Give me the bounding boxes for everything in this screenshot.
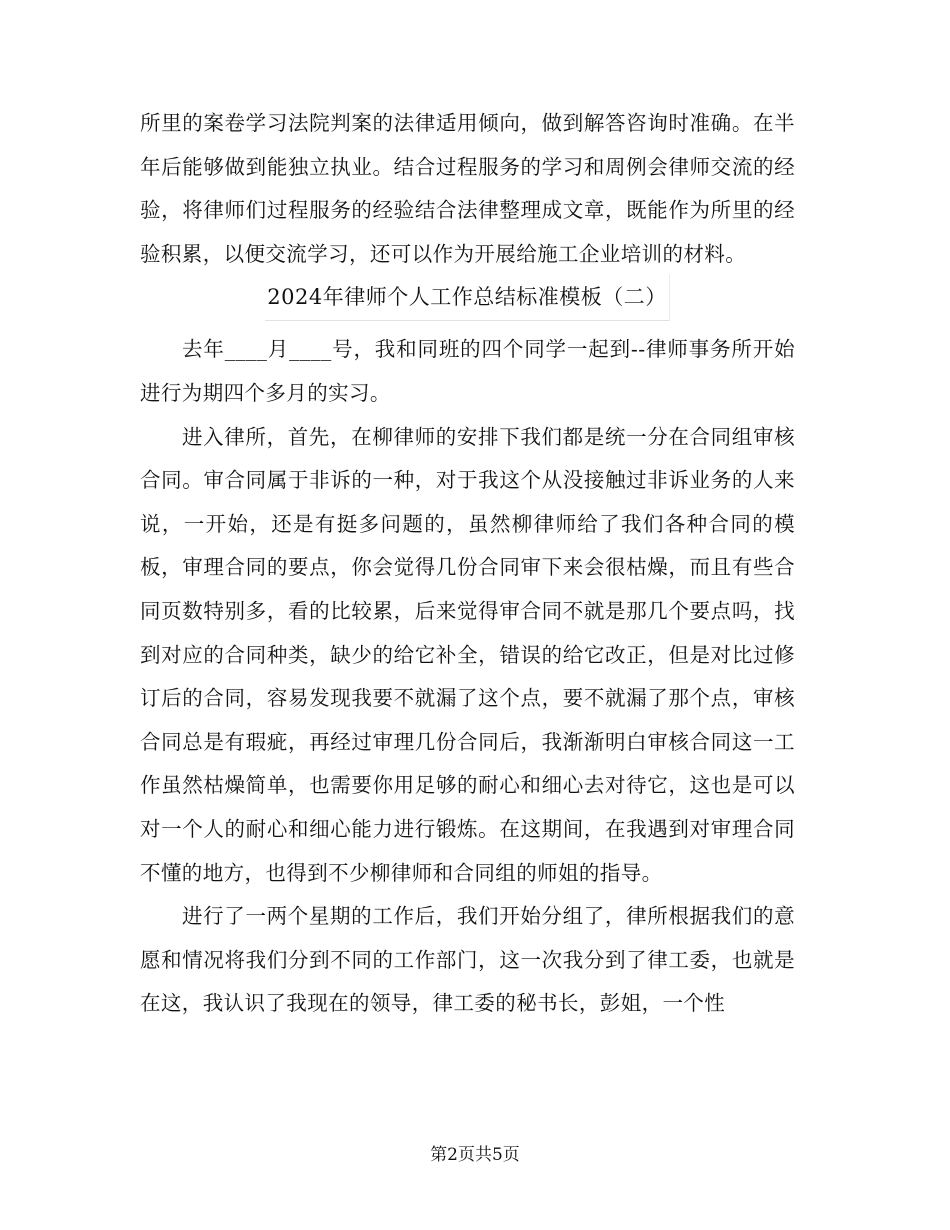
body-paragraph-1: 去年____月____号，我和同班的四个同学一起到--律师事务所开始进行为期四个多月的实习。 xyxy=(140,337,795,405)
section-heading-wrapper xyxy=(140,274,795,328)
body-paragraph-3: 进行了一两个星期的工作后，我们开始分组了，律所根据我们的意愿和情况将我们分到不同的工作部门，这一次我分到了律工委，也就是在这，我认识了我现在的领导，律工委的秘书长，彭姐，一个性 xyxy=(140,904,795,1016)
document-body xyxy=(140,102,795,1026)
section-title: 2024年律师个人工作总结标准模板（二） xyxy=(265,274,669,321)
page-number-footer: 第2页共5页 xyxy=(430,1145,520,1165)
continuation-paragraph: 所里的案卷学习法院判案的法律适用倾向，做到解答咨询时准确。在半年后能够做到能独立执业。结合过程服务的学习和周例会律师交流的经验，将律师们过程服务的经验结合法律整理成文章，既能作为所里的经验积累，以便交流学习，还可以作为开展给施工企业培训的材料。 xyxy=(140,111,795,266)
body-paragraph-2: 进入律所，首先，在柳律师的安排下我们都是统一分在合同组审核合同。审合同属于非诉的一种，对于我这个从没接触过非诉业务的人来说，一开始，还是有挺多问题的，虽然柳律师给了我们各种合同的模板，审理合同的要点，你会觉得几份合同审下来会很枯燥，而且有些合同页数特别多，看的比较累，后来觉得审合同不就是那几个要点吗，找到对应的合同种类，缺少的给它补全，错误的给它改正，但是对比过修订后的合同，容易发现我要不就漏了这个点，要不就漏了那个点，审核合同总是有瑕疵，再经过审理几份合同后，我渐渐明白审核合同这一工作虽然枯燥简单，也需要你用足够的耐心和细心去对待它，这也是可以对一个人的耐心和细心能力进行锻炼。在这期间，在我遇到对审理合同不懂的地方，也得到不少柳律师和合同组的师姐的指导。 xyxy=(140,424,795,885)
